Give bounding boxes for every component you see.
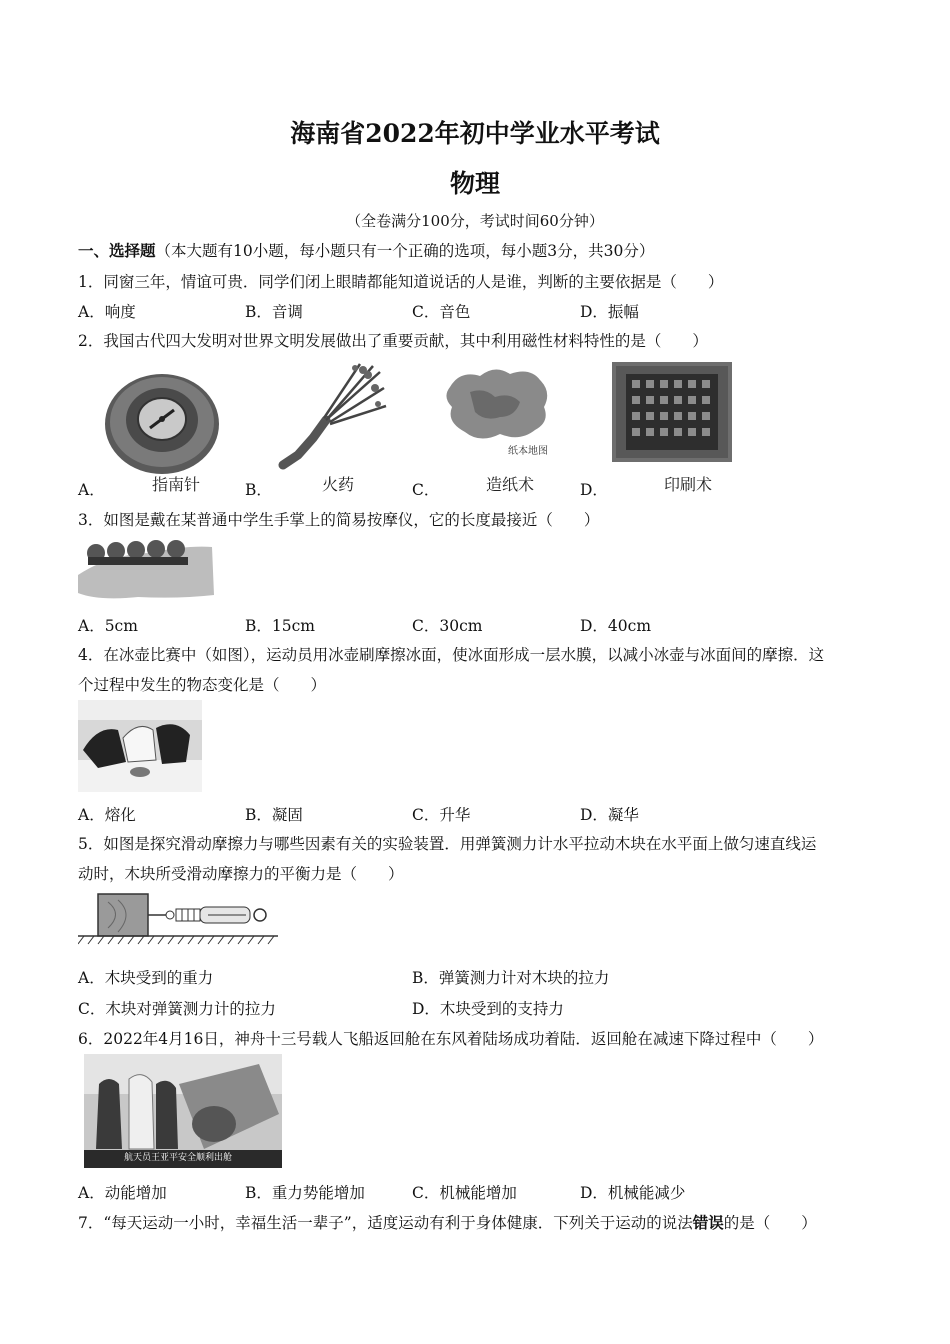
question-2-text: 2．我国古代四大发明对世界文明发展做出了重要贡献，其中利用磁性材料特性的是（ ） (78, 332, 708, 350)
question-1-text: 1．同窗三年，情谊可贵．同学们闭上眼睛都能知道说话的人是谁，判断的主要依据是（ ） (78, 273, 724, 291)
printing-image (612, 362, 732, 462)
q7-text-pre: 7．“每天运动一小时，幸福生活一辈子”，适度运动有利于身体健康．下列关于运动的说法 (78, 1214, 693, 1232)
q2-letter-a: A． (78, 481, 105, 499)
question-5-text-line2: 动时，木块所受滑动摩擦力的平衡力是（ ） (78, 865, 404, 883)
curling-image (78, 700, 202, 792)
q6-option-b: B．重力势能增加 (245, 1184, 365, 1202)
q4-option-d: D．凝华 (580, 806, 639, 824)
gunpowder-image (268, 360, 388, 470)
q5-option-c: C．木块对弹簧测力计的拉力 (78, 1000, 276, 1018)
q2-caption-papermaking: 造纸术 (486, 475, 535, 494)
question-4-text-line1: 4．在冰壶比赛中（如图），运动员用冰壶刷摩擦冰面，使冰面形成一层水膜，以减小冰壶与冰面间的摩擦．这 (78, 646, 825, 664)
q5-option-a: A．木块受到的重力 (78, 969, 214, 987)
q2-letter-c: C． (412, 481, 440, 499)
q2-letter-b: B． (245, 481, 272, 499)
question-4-text-line2: 个过程中发生的物态变化是（ ） (78, 676, 327, 694)
q7-emphasis: 错误 (692, 1213, 724, 1232)
q4-option-a: A．熔化 (78, 806, 136, 824)
q2-caption-gunpowder: 火药 (322, 475, 355, 494)
subject-title: 物理 (449, 169, 500, 198)
q1-option-b: B．音调 (245, 303, 303, 321)
q2-caption-printing: 印刷术 (664, 475, 713, 494)
q3-option-a: A．5cm (78, 617, 138, 635)
q3-option-c: C．30cm (412, 617, 483, 635)
q5-option-b: B．弹簧测力计对木块的拉力 (412, 969, 610, 987)
q1-option-c: C．音色 (412, 303, 471, 321)
exam-title: 海南省2022年初中学业水平考试 (290, 119, 660, 148)
exam-note: （全卷满分100分，考试时间60分钟） (346, 212, 604, 230)
question-7-text (78, 1211, 817, 1233)
q1-option-a: A．响度 (78, 303, 136, 321)
question-5-text-line1: 5．如图是探究滑动摩擦力与哪些因素有关的实验装置．用弹簧测力计水平拉动木块在水平面上做匀速直线运 (78, 835, 817, 853)
q6-option-a: A．动能增加 (78, 1184, 167, 1202)
friction-apparatus-image (78, 888, 278, 948)
q6-option-d: D．机械能减少 (580, 1184, 686, 1202)
q7-text-post: 的是（ ） (723, 1214, 817, 1232)
section-heading-label: 一、选择题 (78, 241, 156, 260)
q6-option-c: C．机械能增加 (412, 1184, 517, 1202)
question-3-text: 3．如图是戴在某普通中学生手掌上的简易按摩仪，它的长度最接近（ ） (78, 511, 600, 529)
question-6-text: 6．2022年4月16日，神舟十三号载人飞船返回舱在东风着陆场成功着陆．返回舱在减速下降过程中（ ） (78, 1030, 824, 1048)
q1-option-d: D．振幅 (580, 303, 639, 321)
q4-option-b: B．凝固 (245, 806, 303, 824)
q6-photo-caption: 航天员王亚平安全顺利出舱 (124, 1153, 233, 1163)
q2-caption-compass: 指南针 (152, 475, 201, 494)
map-note-label: 纸本地图 (508, 446, 548, 457)
q5-option-d: D．木块受到的支持力 (412, 1000, 564, 1018)
q2-letter-d: D． (580, 481, 608, 499)
q3-option-b: B．15cm (245, 617, 315, 635)
section-heading (78, 239, 654, 261)
massager-image (78, 535, 214, 603)
q4-option-c: C．升华 (412, 806, 471, 824)
q3-option-d: D．40cm (580, 617, 652, 635)
section-description: （本大题有10小题，每小题只有一个正确的选项，每小题3分，共30分） (155, 242, 655, 260)
